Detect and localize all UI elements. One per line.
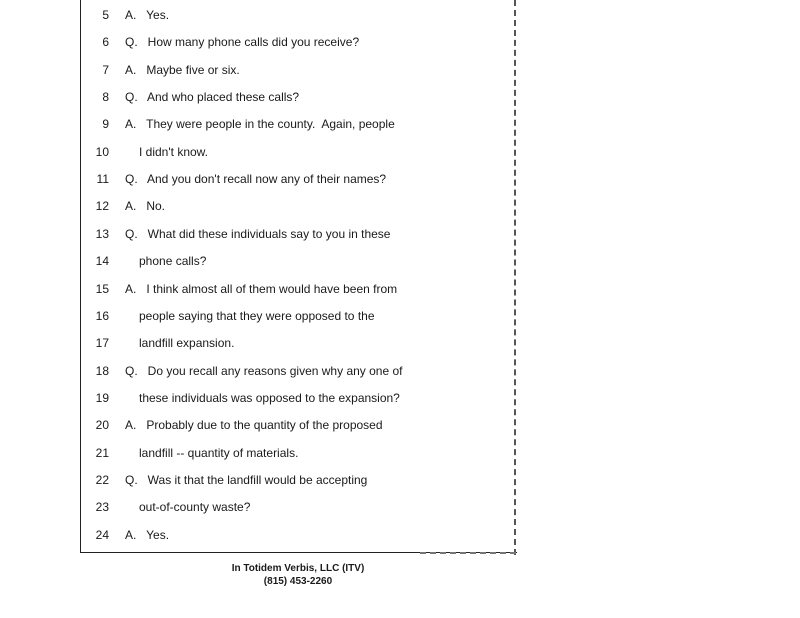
line-number: 15 xyxy=(95,281,109,296)
line-text: out-of-county waste? xyxy=(139,500,251,515)
line-number: 23 xyxy=(95,500,109,515)
line-number: 14 xyxy=(95,254,109,269)
line-number: 18 xyxy=(95,363,109,378)
transcript-line xyxy=(81,470,517,490)
line-number: 24 xyxy=(95,527,109,542)
transcript-line xyxy=(81,279,517,299)
line-text: A. Yes. xyxy=(125,8,170,22)
line-text: A. I think almost all of them would have been from xyxy=(125,281,398,296)
transcript-line xyxy=(81,196,517,216)
page-bottom-edge xyxy=(420,552,516,554)
line-text: landfill expansion. xyxy=(139,336,235,351)
transcript-line xyxy=(81,32,517,52)
line-number: 21 xyxy=(95,445,109,460)
transcript-line xyxy=(81,497,517,517)
line-number: 10 xyxy=(95,144,109,159)
line-text: A. They were people in the county. Again, people xyxy=(125,117,395,132)
line-text: A. Yes. xyxy=(125,527,170,542)
line-text: landfill -- quantity of materials. xyxy=(139,445,299,460)
line-number: 7 xyxy=(102,62,109,77)
line-text: A. Maybe five or six. xyxy=(125,62,240,77)
transcript-line xyxy=(81,443,517,463)
line-text: Q. And who placed these calls? xyxy=(125,90,300,105)
transcript-line xyxy=(81,333,517,353)
line-text: Q. And you don't recall now any of their names? xyxy=(125,172,387,187)
line-number: 13 xyxy=(95,226,109,241)
line-number: 22 xyxy=(95,472,109,487)
line-number: 19 xyxy=(95,390,109,405)
line-text: Q. Do you recall any reasons given why any one of xyxy=(125,363,403,378)
footer-company: In Totidem Verbis, LLC (ITV) xyxy=(231,563,365,574)
line-text: A. Probably due to the quantity of the proposed xyxy=(125,418,383,433)
transcript-line xyxy=(81,60,517,80)
transcript-line xyxy=(81,114,517,134)
transcript-line xyxy=(81,87,517,107)
line-number: 12 xyxy=(95,199,109,214)
transcript-line xyxy=(81,5,517,25)
line-number: 11 xyxy=(96,172,109,187)
line-text: Q. What did these individuals say to you in these xyxy=(125,226,391,241)
line-text: Q. Was it that the landfill would be accepting xyxy=(125,472,368,487)
line-text: phone calls? xyxy=(139,254,207,269)
transcript-line xyxy=(81,361,517,381)
line-number: 6 xyxy=(102,35,109,50)
line-number: 9 xyxy=(102,117,109,132)
line-number: 8 xyxy=(102,90,109,105)
transcript-box xyxy=(80,0,517,553)
line-number: 5 xyxy=(102,8,109,22)
transcript-line xyxy=(81,525,517,545)
transcript-line xyxy=(81,224,517,244)
transcript-line xyxy=(81,142,517,162)
line-text: these individuals was opposed to the expansion? xyxy=(139,390,400,405)
line-number: 20 xyxy=(95,418,109,433)
line-number: 17 xyxy=(95,336,109,351)
footer-phone: (815) 453-2260 xyxy=(263,576,333,587)
line-text: A. No. xyxy=(125,199,166,214)
transcript-line xyxy=(81,251,517,271)
transcript-line xyxy=(81,415,517,435)
line-text: I didn't know. xyxy=(139,144,208,159)
transcript-line xyxy=(81,388,517,408)
page-right-edge xyxy=(514,0,516,555)
transcript-line xyxy=(81,306,517,326)
line-text: Q. How many phone calls did you receive? xyxy=(125,35,360,50)
transcript-line xyxy=(81,169,517,189)
line-text: people saying that they were opposed to the xyxy=(139,308,375,323)
line-number: 16 xyxy=(95,308,109,323)
